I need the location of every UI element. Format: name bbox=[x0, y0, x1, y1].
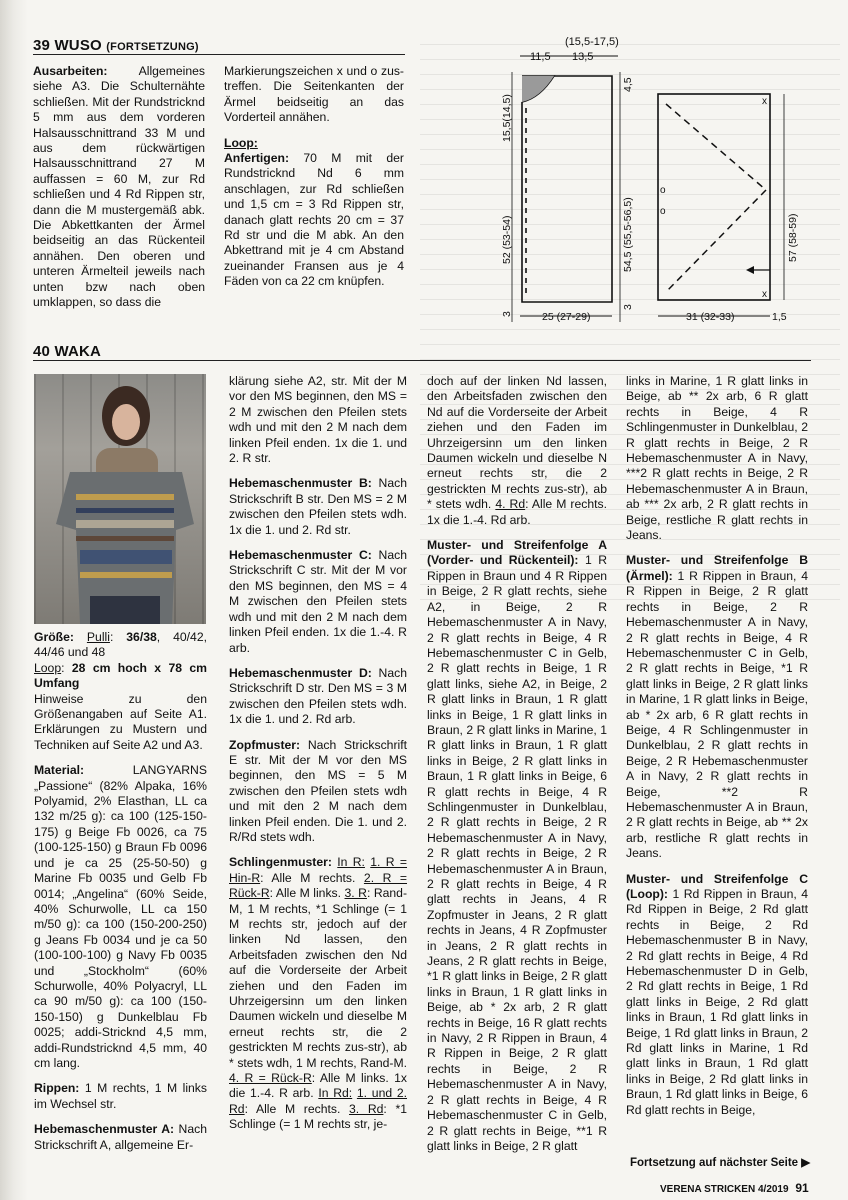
dim-sleeve-extra: 1,5 bbox=[772, 311, 787, 323]
dim-top-left: 11,5 bbox=[530, 51, 551, 63]
section-39-sub: (FORTSETZUNG) bbox=[106, 41, 199, 53]
dim-right-upper: 4,5 bbox=[622, 77, 634, 92]
s39-column-2: Markierungszeichen x und o zus-treffen. Die Seitenkanten der Ärmel beidseitig an das Vorderteil annähen. Loop: Anfertigen: 70 M mit der Rundstricknd Nd 6 mm anschlagen, zur Rd schließen und 1,5 cm = 3 Rd Rippen str, danach glatt rechts 20 cm = 37 Rd str und die M abk. An den Abkettrand mit je 4 cm Abstand zueinander Fransen aus je 4 Fäden von ca 22 cm knüpfen. bbox=[224, 64, 404, 289]
dim-left-bottom: 3 bbox=[501, 311, 513, 317]
dim-right-main: 54,5 (55,5-56,5) bbox=[622, 197, 634, 272]
s40-column-1: Größe: Pulli: 36/38, 40/42, 44/46 und 48 Loop: 28 cm hoch x 78 cm Umfang Hinweise zu den Größenangaben auf Seite A1. Erklärungen zu Mustern und Techniken auf Seite A2 und A3. Material: LANGYARNS „Passione“ (82% Alpaka, 16% Polyamid, 2% Elasthan, LL ca 132 m/25 g): ca 100 (125-150-175) g Beige Fb 0026, ca 75 (100-125-150) g Braun Fb 0096 und je ca 25 (25-50-50) g Marine Fb 0035 und Gelb Fb 0014; „Angelina“ (60% Seide, 40% Schurwolle, LL ca 150 m/50 g): ca 100 (150-200-250) g Jeans Fb 0034 und je ca 50 (100-100-100) g Navy Fb 0035 und „Stockholm“ (60% Schurwolle, 40% Polyacryl, LL ca 90 m/50 g): ca 100 (150-150-150) g Dunkelblau Fb 0025; addi-Stricknd 4,5 mm, addi-Rundstricknd 4,5 mm, 40 cm lang. Rippen: 1 M rechts, 1 M links im Wechsel str. Hebemaschenmuster A: Nach Strickschrift A, allgemeine Er- bbox=[34, 630, 208, 1152]
section-40-rule bbox=[33, 360, 811, 361]
neckline-shading bbox=[522, 76, 554, 102]
page-number: 91 bbox=[795, 1181, 809, 1195]
s39-column-1: Ausarbeiten: Allgemeines siehe A3. Die Schulternähte schließen. Mit der Rundstricknd 5 mm aus dem vorderen Halsausschnittrand 33 M und aus dem rückwärtigen Halsausschnittrand 27 M auffassen = 60 M, zur Rd schließen und 4 Rd Rippen str, dann die M mustergemäß abk. Die Abkettkanten der Ärmel beidseitig an das Rückenteil annähen. Den oberen und unteren Ärmelteil jeweils nach unten bzw nach oben umklappen, so dass die bbox=[33, 64, 205, 310]
marker-o-2: o bbox=[660, 206, 666, 217]
dim-left-upper: 15,5(14,5) bbox=[501, 94, 513, 142]
pattern-schematic bbox=[500, 32, 810, 332]
section-39-header bbox=[33, 37, 199, 54]
marker-x-top: x bbox=[762, 96, 767, 107]
marker-x-bottom: x bbox=[762, 289, 767, 300]
dim-right-bottom: 3 bbox=[622, 304, 634, 310]
continue-note: Fortsetzung auf nächster Seite ▶ bbox=[630, 1157, 811, 1169]
model-photo bbox=[34, 374, 206, 624]
dim-top-right: 13,5 bbox=[572, 51, 594, 63]
dim-sleeve-width: 31 (32-33) bbox=[686, 311, 735, 323]
s40-column-3: doch auf der linken Nd lassen, den Arbeitsfaden zwischen den Nd auf die Vorderseite der Arbeit ziehen und den Faden im Uhrzeigersinn um den linken Daumen wickeln und dieselbe N erneut rechts str, die 2 gestrickten M rechts zus-str), ab * stets wdh. 4. Rd: Alle M rechts. 1x die 1.-4. Rd arb. Muster- und Streifenfolge A (Vorder- und Rückenteil): 1 R Rippen in Braun und 4 R Rippen in Beige, 2 R glatt rechts, siehe A2, in Beige, 2 R Hebemaschenmuster A in Navy, 2 R glatt rechts in Beige, 4 R Hebemaschenmuster C in Gelb, 2 R glatt rechts in Beige, 1 R glatt links, siehe A2, in Beige, 2 R glatt links in Braun, 1 R glatt links in Beige, 1 R glatt links in Braun, 2 R glatt links in Marine, 1 R glatt links in Braun, 1 R glatt links in Beige, 2 R glatt links in Braun, 1 R glatt links in Beige, 6 R glatt rechts in Beige, 4 R Schlingenmuster in Dunkelblau, 2 R glatt rechts in Beige, 2 R Hebemaschenmuster A in Navy, 2 R glatt rechts in Beige, 2 R Hebemaschenmuster A in Braun, 2 R glatt rechts in Beige, 4 R glatt rechts in Jeans, 4 R Zopfmuster in Jeans, 2 R glatt rechts in Jeans, 4 R Zopfmuster in Jeans, 2 R glatt rechts in Jeans, 2 R glatt rechts in Beige, *1 R glatt links in Beige, 2 R glatt links in Braun, 1 R glatt links in Beige, ab * 2x arb, 2 R glatt rechts in Beige, 16 R glatt rechts in Navy, 2 R Rippen in Braun, 4 R Rippen in Beige, 2 R glatt rechts in Beige, 2 R Hebemaschenmuster A in Navy, 2 R glatt rechts in Beige, 4 R Hebemaschenmuster C in Gelb, 2 R glatt rechts in Beige, **1 R glatt links in Beige, 2 R glatt bbox=[427, 374, 607, 1153]
marker-o-1: o bbox=[660, 185, 666, 196]
page-footer bbox=[660, 1181, 809, 1195]
dim-body-width: 25 (27-29) bbox=[542, 311, 591, 323]
body-outline bbox=[522, 76, 612, 302]
s40-column-4: links in Marine, 1 R glatt links in Beige, ab ** 2x arb, 6 R glatt rechts in Beige, 4 R Schlingenmuster in Dunkelblau, 2 R glatt rechts in Beige, 2 R Hebemaschenmuster A in Navy, ***2 R glatt rechts in Beige, 2 R Hebemaschenmuster A in Braun, ab *** 2x arb, 2 R glatt rechts in Beige, restliche R glatt rechts in Jeans. Muster- und Streifenfolge B (Ärmel): 1 R Rippen in Braun, 4 R Rippen in Beige, 2 R glatt rechts in Beige, 2 R Hebemaschenmuster A in Navy, 2 R glatt rechts in Beige, 4 R Hebemaschenmuster C in Gelb, 2 R glatt rechts in Beige, *1 R glatt links in Beige, 2 R glatt links in Marine, 1 R glatt links in Beige, ab * 2x arb, 6 R glatt rechts in Beige, 4 R Schlingenmuster in Dunkelblau, 2 R glatt rechts in Beige, 2 R Hebemaschenmuster A in Navy, 2 R glatt rechts in Beige, **2 R Hebemaschenmuster A in Braun, 2 R glatt rechts in Beige, ab ** 2x arb, restliche R glatt rechts in Jeans. Muster- und Streifenfolge C (Loop): 1 Rd Rippen in Braun, 4 Rd Rippen in Beige, 2 Rd glatt rechts in Beige, 2 Rd Hebemaschenmuster B in Navy, 2 Rd glatt rechts in Beige, 4 Rd Hebemaschenmuster D in Gelb, 2 Rd glatt rechts in Beige, 1 Rd glatt links in Beige, 2 Rd glatt links in Braun, 1 Rd glatt links in Beige, 1 Rd glatt links in Braun, 2 Rd glatt links in Marine, 1 Rd glatt links in Braun, 1 Rd glatt links in Beige, 2 Rd glatt links in Braun, 1 Rd glatt links in Beige, 6 Rd glatt rechts in Beige, bbox=[626, 374, 808, 1117]
dim-left-main: 52 (53-54) bbox=[501, 215, 513, 264]
magazine-name: VERENA STRICKEN 4/2019 bbox=[660, 1184, 789, 1195]
s40-column-2: klärung siehe A2, str. Mit der M vor den MS beginnen, den MS = 2 M zwischen den Pfeilen stets wdh und mit den 2 M nach dem linken Pfeil enden. 1x die 1. und 2. R str. Hebemaschenmuster B: Nach Strickschrift B str. Den MS = 2 M zwischen den Pfeilen stets wdh. 1x die 1. und 2. Rd str. Hebemaschenmuster C: Nach Strickschrift C str. Mit der M vor den MS beginnen, den MS = 4 M zwischen den Pfeilen stets wdh und mit den 2 M nach dem linken Pfeil enden. 1x die 1.-4. R arb. Hebemaschenmuster D: Nach Strickschrift D str. Den MS = 3 M zwischen den Pfeilen stets wdh. 1x die 1. und 2. Rd arb. Zopfmuster: Nach Strickschrift E str. Mit der M vor den MS beginnen, den MS = 5 M zwischen den Pfeilen stets wdh und mit den 2 M nach dem linken Pfeil enden. Die 1. und 2. R/Rd stets wdh. Schlingenmuster: In R: 1. R = Hin-R: Alle M rechts. 2. R = Rück-R: Alle M links. 3. R: Rand-M, 1 M rechts, *1 Schlinge (= 1 M rechts str, jedoch auf der linken Nd lassen, den Arbeitsfaden zwischen den Nd auf die Vorderseite der Arbeit ziehen und den Faden im Uhrzeigersinn um den linken Daumen wickeln und dieselbe M erneut rechts str, die 2 gestrickten M rechts zus-str), ab * stets wdh, 1 M rechts, Rand-M. 4. R = Rück-R: Alle M links. 1x die 1.-4. R arb. In Rd: 1. und 2. Rd: Alle M rechts. 3. Rd: *1 Schlinge (= 1 M rechts str, je- bbox=[229, 374, 408, 1132]
dim-top-total: (15,5-17,5) bbox=[565, 36, 619, 48]
sleeve-fold-lines bbox=[666, 104, 766, 292]
section-39-number: 39 WUSO bbox=[33, 37, 102, 54]
dim-sleeve-height: 57 (58-59) bbox=[787, 213, 799, 262]
section-39-rule bbox=[33, 54, 405, 55]
section-40-header: 40 WAKA bbox=[33, 343, 102, 360]
